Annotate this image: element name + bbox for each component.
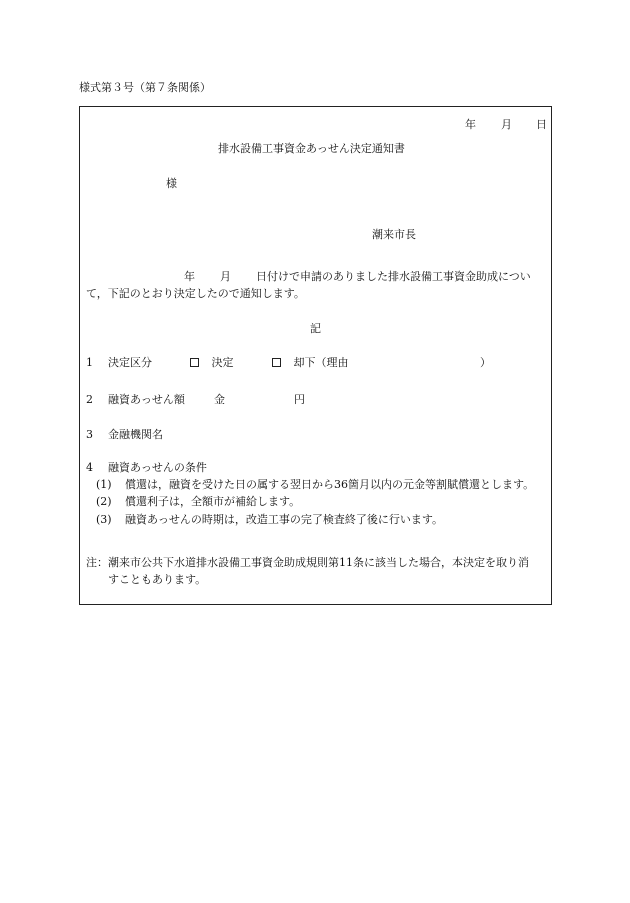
checkbox-reject[interactable] [272, 358, 281, 367]
condition-number: (2) [96, 495, 112, 508]
condition-text: 償還は，融資を受けた日の属する翌日から36箇月以内の元金等割賦償還とします。 [125, 478, 535, 491]
item-label: 融資あっせん額 [108, 393, 185, 406]
document-title: 排水設備工事資金あっせん決定通知書 [218, 142, 405, 155]
note-line-2: すこともあります。 [108, 573, 207, 586]
checkbox-approve[interactable] [190, 358, 199, 367]
date-month: 月 [501, 118, 512, 131]
date-year: 年 [465, 118, 476, 131]
body-line-2: て，下記のとおり決定したので通知します。 [86, 287, 305, 300]
item-label: 金融機関名 [108, 428, 163, 441]
condition-2 [96, 496, 300, 507]
item-number: 1 [86, 356, 93, 369]
amount-kin: 金 [214, 393, 225, 406]
item-loan-conditions [86, 462, 207, 473]
option-approve-label: 決定 [211, 356, 234, 369]
item-loan-amount [86, 394, 185, 405]
item-financial-institution [86, 429, 163, 440]
condition-text: 償還利子は，全額市が補給します。 [125, 495, 301, 508]
note-line-1: 注：潮来市公共下水道排水設備工事資金助成規則第11条に該当した場合，本決定を取り消 [86, 556, 529, 569]
body-line-1: 日付けで申請のありました排水設備工事資金助成につい [256, 270, 531, 283]
amount-yen: 円 [294, 393, 305, 406]
item-label: 融資あっせんの条件 [108, 461, 207, 474]
condition-3 [96, 514, 443, 525]
addressee-suffix: 様 [166, 177, 177, 190]
option-reject-label: 却下（理由 [293, 356, 349, 369]
form-number-label: 様式第３号（第７条関係） [79, 81, 211, 94]
issuer: 潮来市長 [372, 228, 416, 241]
ki-heading: 記 [310, 322, 321, 335]
item-number: 3 [86, 428, 93, 441]
option-approve[interactable] [190, 357, 234, 368]
condition-text: 融資あっせんの時期は，改造工事の完了検査終了後に行います。 [125, 513, 444, 526]
condition-1 [96, 479, 534, 490]
body-month: 月 [220, 270, 231, 283]
date-day: 日 [536, 118, 547, 131]
condition-number: (1) [96, 478, 112, 491]
item-number: 2 [86, 393, 93, 406]
item-number: 4 [86, 461, 93, 474]
condition-number: (3) [96, 513, 112, 526]
item-label: 決定区分 [108, 356, 152, 369]
body-year: 年 [184, 270, 195, 283]
option-reject[interactable] [272, 357, 349, 368]
item-decision-category [86, 357, 152, 368]
reason-close-paren: ） [480, 356, 491, 369]
